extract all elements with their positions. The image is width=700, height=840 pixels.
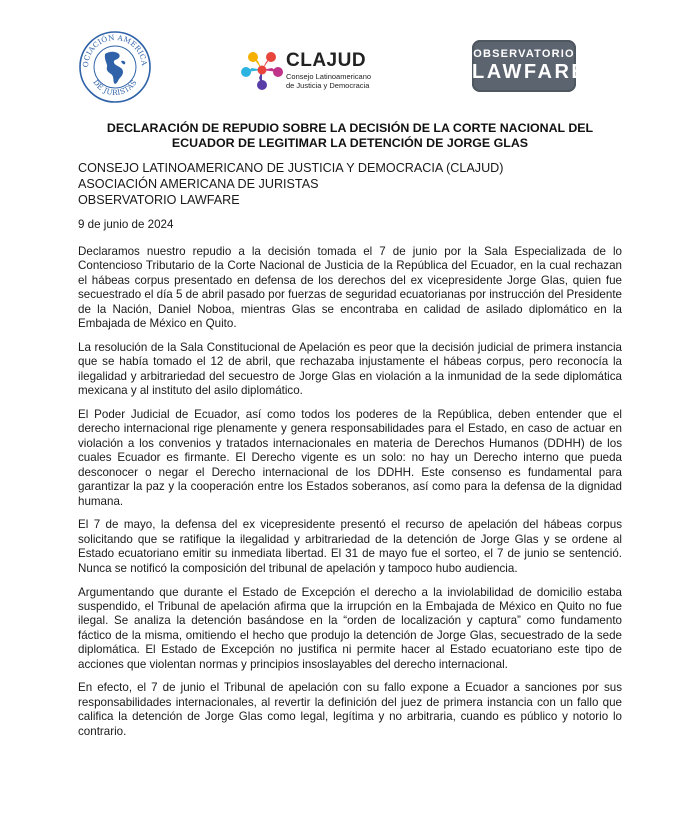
- paragraph: Argumentando que durante el Estado de Excepción el derecho a la inviolabilidad de domicilio estaba suspendido, el Tribunal de apelación afirma que la irrupción en la Embajada de México en Quito no fue ilegal. Se analiza la detención basándose en la “orden de localización y captura” como fundamento fáctico de la misma, omitiendo el hecho que produjo la detención de Jorge Glas, secuestrado de la sede diplomática. El Estado de Excepción no justifica ni permite hacer al Estado ecuatoriano este tipo de acciones que violentan normas y principios insoslayables del derecho internacional.: [78, 585, 622, 671]
- aaj-seal-icon: [78, 30, 152, 104]
- clajud-logo: [240, 48, 390, 96]
- org-aaj: ASOCIACIÓN AMERICANA DE JURISTAS: [78, 177, 319, 191]
- aaj-logo: [78, 30, 152, 104]
- clajud-star-icon: [240, 48, 284, 92]
- paragraph: El 7 de mayo, la defensa del ex vicepresidente presentó el recurso de apelación del hábeas corpus solicitando que se ratifique la ilegalidad y arbitrariedad de la detención de Jorge Glas y se ordene al Estado ecuatoriano emitir su inmediata libertad. El 31 de mayo fue el sorteo, el 7 de junio se sentenció. Nunca se notificó la composición del tribunal de apelación y tampoco hubo audiencia.: [78, 518, 622, 575]
- document-body: [78, 245, 622, 749]
- paragraph: En efecto, el 7 de junio el Tribunal de apelación con su fallo expone a Ecuador a sanciones por sus responsabilidades internacionales, al revertir la definición del juez de primera instancia con un fallo que califica la detención de Jorge Glas como legal, legítima y no arbitraria, cuando es público y notorio lo contrario.: [78, 681, 622, 738]
- observatorio-logo-line-1: OBSERVATORIO: [473, 48, 575, 60]
- org-clajud: CONSEJO LATINOAMERICANO DE JUSTICIA Y DEMOCRACIA (CLAJUD): [78, 161, 504, 175]
- observatorio-logo-line-2: LAWFARE: [472, 61, 588, 83]
- clajud-subtitle-line-2: de Justicia y Democracia: [286, 80, 370, 90]
- clajud-wordmark: CLAJUD: [286, 50, 367, 71]
- paragraph: Declaramos nuestro repudio a la decisión tomada el 7 de junio por la Sala Especializada de lo Contencioso Tributario de la Corte Nacional de Justicia de la República del Ecuador, en la cual rechazan el hábeas corpus presentado en defensa de los derechos del ex vicepresidente Jorge Glas, quien fue secuestrado el día 5 de abril pasado por fuerzas de seguridad ecuatorianas por instrucción del Presidente de la Nación, Daniel Noboa, mientras Glas se encontraba en calidad de asilado diplomático en la Embajada de México en Quito.: [78, 245, 622, 331]
- clajud-subtitle: [286, 73, 371, 90]
- paragraph: La resolución de la Sala Constitucional de Apelación es peor que la decisión judicial de primera instancia que se había tomado el 12 de abril, que rechazaba injustamente el hábeas corpus, pero reconocía la ilegalidad y arbitrariedad del secuestro de Jorge Glas en violación a la inmunidad de la sede diplomática mexicana y al instituto del asilo diplomático.: [78, 340, 622, 398]
- clajud-subtitle-line-1: Consejo Latinoamericano: [286, 72, 372, 81]
- title-line-2: ECUADOR DE LEGITIMAR LA DETENCIÓN DE JORGE GLAS: [171, 136, 529, 150]
- document-title: [70, 121, 630, 151]
- org-observatorio: OBSERVATORIO LAWFARE: [78, 193, 240, 207]
- document-date: 9 de junio de 2024: [78, 218, 174, 231]
- signatory-organizations: [78, 160, 503, 208]
- paragraph: El Poder Judicial de Ecuador, así como todos los poderes de la República, deben entender que el derecho internacional rige plenamente y genera responsabilidades para el Estado, en caso de actuar en violación a los convenios y tratados internacionales en materia de Derechos Humanos (DDHH) de los cuales Ecuador es firmante. El Derecho vigente es un solo: no hay un Derecho interno que pueda desconocer o negar el Derecho internacional de los DDHH. Este consenso es fundamental para garantizar la paz y la cooperación entre los Estados soberanos, así como para la defensa de la dignidad humana.: [78, 408, 622, 508]
- observatorio-lawfare-logo: [472, 40, 588, 92]
- svg-text:DE JURISTAS: DE JURISTAS: [91, 77, 139, 98]
- svg-text:ASOCIACIÓN AMERICANA: OCIACIÓN AMERICA: [80, 32, 150, 68]
- title-line-1: DECLARACIÓN DE REPUDIO SOBRE LA DECISIÓN DE LA CORTE NACIONAL DEL: [106, 121, 594, 135]
